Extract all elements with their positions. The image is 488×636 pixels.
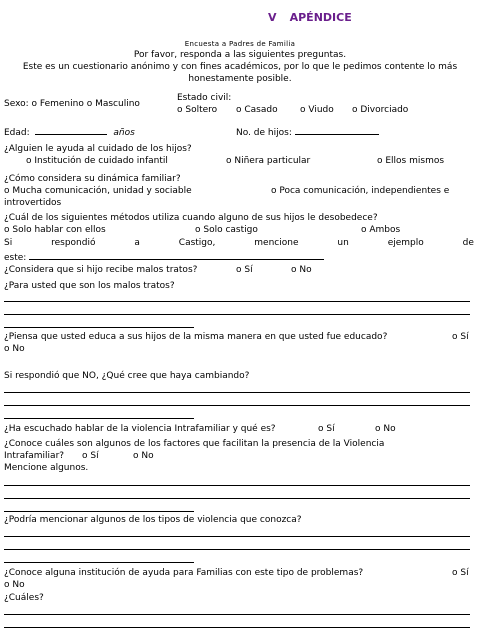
children-count-blank[interactable]: [295, 125, 379, 135]
q3-option-castigo[interactable]: o Solo castigo: [195, 225, 258, 235]
q11-option-si[interactable]: o Sí: [452, 568, 469, 578]
q11-answer-line[interactable]: [4, 627, 470, 628]
marital-option-casado[interactable]: o Casado: [236, 105, 278, 115]
q5-answer-line[interactable]: [4, 314, 470, 315]
q3-word: Castigo,: [178, 238, 216, 248]
q1-option-ellos[interactable]: o Ellos mismos: [377, 156, 445, 166]
age-blank[interactable]: [35, 125, 107, 135]
q3-word: de: [462, 238, 474, 248]
q7-answer-line[interactable]: [4, 392, 470, 393]
question-4: ¿Considera que si hijo recibe malos tratos?: [4, 265, 198, 275]
question-2: ¿Cómo considera su dinámica familiar?: [4, 174, 181, 184]
marital-option-divorciado[interactable]: o Divorciado: [352, 105, 409, 115]
q10-answer-line[interactable]: [4, 549, 470, 550]
roman-numeral: V: [268, 11, 277, 24]
q6-option-no[interactable]: o No: [4, 344, 25, 354]
question-9-continuation: Intrafamiliar?: [4, 451, 65, 461]
q3-word: respondió: [51, 238, 96, 248]
q11-option-no[interactable]: o No: [4, 580, 25, 590]
q3-word: un: [337, 238, 349, 248]
q1-option-institucion[interactable]: o Institución de cuidado infantil: [26, 156, 168, 166]
q8-option-si[interactable]: o Sí: [318, 424, 335, 434]
q2-option-continuation: introvertidos: [4, 198, 62, 208]
q3-example-label: este:: [4, 253, 27, 263]
q1-option-ninera[interactable]: o Niñera particular: [226, 156, 311, 166]
question-10: ¿Podría mencionar algunos de los tipos de violencia que conozca?: [4, 515, 302, 525]
survey-intro-2: Este es un cuestionario anónimo y con fines académicos, por lo que le pedimos contente lo más: [22, 62, 458, 72]
question-7: Si respondió que NO, ¿Qué cree que haya cambiando?: [4, 371, 250, 381]
q10-answer-line[interactable]: [4, 562, 194, 563]
q11-answer-line[interactable]: [4, 614, 470, 615]
children-count-label: No. de hijos:: [236, 128, 292, 138]
q9-option-no[interactable]: o No: [133, 451, 154, 461]
question-9: ¿Conoce cuáles son algunos de los factores que facilitan la presencia de la Violencia: [4, 439, 385, 449]
q3-word: a: [134, 238, 140, 248]
question-1: ¿Alguien le ayuda al cuidado de los hijos?: [4, 144, 192, 154]
q9-answer-line[interactable]: [4, 498, 470, 499]
q10-answer-line[interactable]: [4, 536, 470, 537]
q3-word: ejemplo: [387, 238, 424, 248]
q4-option-no[interactable]: o No: [291, 265, 312, 275]
question-6: ¿Piensa que usted educa a sus hijos de la misma manera en que usted fue educado?: [4, 332, 388, 342]
marital-option-soltero[interactable]: o Soltero: [177, 105, 218, 115]
age-field[interactable]: [4, 125, 135, 139]
survey-intro-1: Por favor, responda a las siguientes preguntas.: [133, 50, 347, 60]
appendix-header: [268, 6, 352, 25]
q9-answer-line[interactable]: [4, 511, 194, 512]
q8-option-no[interactable]: o No: [375, 424, 396, 434]
q9-option-si[interactable]: o Sí: [82, 451, 99, 461]
q4-option-si[interactable]: o Sí: [236, 265, 253, 275]
sex-field[interactable]: Sexo: o Femenino o Masculino: [4, 99, 140, 109]
q7-answer-line[interactable]: [4, 418, 194, 419]
question-11: ¿Conoce alguna institución de ayuda para Familias con este tipo de problemas?: [4, 568, 364, 578]
page-title: APÉNDICE: [289, 11, 352, 24]
q7-answer-line[interactable]: [4, 405, 470, 406]
q3-word: mencione: [254, 238, 299, 248]
question-3: ¿Cuál de los siguientes métodos utiliza cuando alguno de sus hijos le desobedece?: [4, 213, 378, 223]
marital-status-label: Estado civil:: [177, 93, 232, 103]
q9-answer-line[interactable]: [4, 485, 470, 486]
q2-option-poca[interactable]: o Poca comunicación, independientes e: [271, 186, 450, 196]
q2-option-mucha[interactable]: o Mucha comunicación, unidad y sociable: [4, 186, 192, 196]
survey-title: Encuesta a Padres de Familia: [184, 40, 296, 48]
q3-option-ambos[interactable]: o Ambos: [361, 225, 401, 235]
q3-word: Si: [4, 238, 13, 248]
q3-example-field[interactable]: [4, 250, 324, 264]
age-label: Edad:: [4, 128, 30, 138]
question-5: ¿Para usted que son los malos tratos?: [4, 281, 175, 291]
q3-example-blank[interactable]: [29, 250, 324, 260]
children-count-field[interactable]: [236, 125, 379, 139]
q5-answer-line[interactable]: [4, 301, 470, 302]
q9-followup: Mencione algunos.: [4, 463, 89, 473]
q3-option-hablar[interactable]: o Solo hablar con ellos: [4, 225, 106, 235]
age-unit: años: [113, 128, 135, 138]
q11-followup: ¿Cuáles?: [4, 593, 44, 603]
survey-intro-3: honestamente posible.: [188, 74, 292, 84]
q5-answer-line[interactable]: [4, 327, 194, 328]
marital-option-viudo[interactable]: o Viudo: [300, 105, 334, 115]
q6-option-si[interactable]: o Sí: [452, 332, 469, 342]
question-8: ¿Ha escuchado hablar de la violencia Intrafamiliar y qué es?: [4, 424, 276, 434]
q3-followup: [4, 238, 474, 249]
